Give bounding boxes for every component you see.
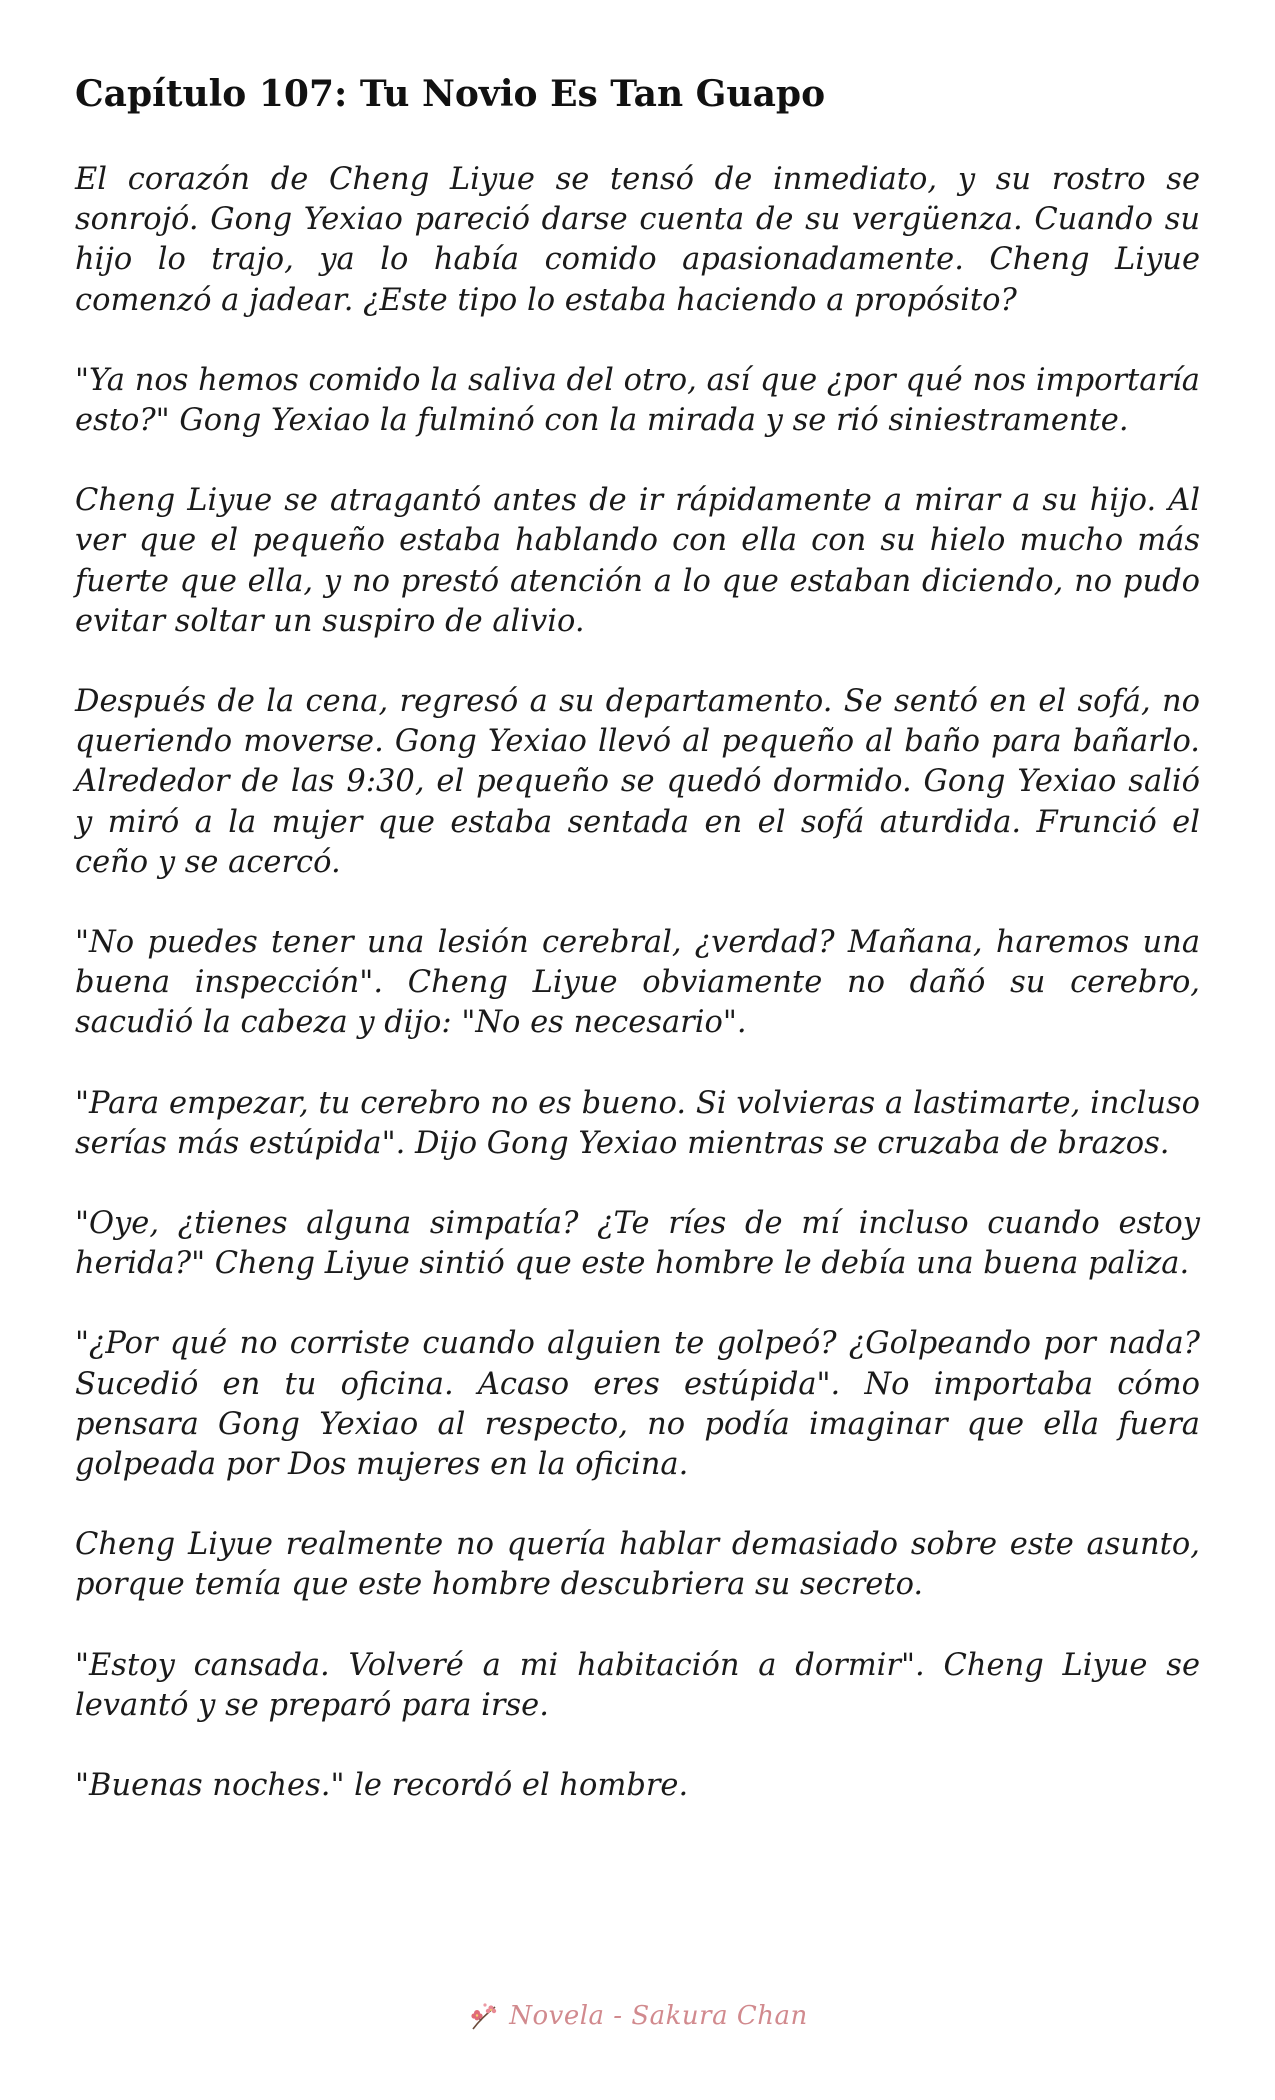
- watermark-text: Novela - Sakura Chan: [509, 2001, 808, 2031]
- paragraph: "¿Por qué no corriste cuando alguien te golpeó? ¿Golpeando por nada? Sucedió en tu oficina. Acaso eres estúpida". No importaba cómo pensara Gong Yexiao al respecto, no podía imaginar que ella fuera golpeada por Dos mujeres en la oficina.: [75, 1326, 1200, 1483]
- paragraph: "Estoy cansada. Volveré a mi habitación a dormir". Cheng Liyue se levantó y se preparó para irse.: [75, 1647, 1200, 1723]
- chapter-content: [75, 72, 1200, 1806]
- paragraph: Cheng Liyue se atragantó antes de ir rápidamente a mirar a su hijo. Al ver que el pequeño estaba hablando con ella con su hielo mucho más fuerte que ella, y no prestó atención a lo que estaban diciendo, no pudo evitar soltar un suspiro de alivio.: [75, 483, 1200, 639]
- chapter-title: Capítulo 107: Tu Novio Es Tan Guapo: [75, 73, 826, 115]
- watermark: [0, 1996, 1275, 2036]
- paragraph: "Para empezar, tu cerebro no es bueno. Si volvieras a lastimarte, incluso serías más estúpida". Dijo Gong Yexiao mientras se cruzaba de brazos.: [75, 1085, 1200, 1161]
- paragraph: "No puedes tener una lesión cerebral, ¿verdad? Mañana, haremos una buena inspección". Cheng Liyue obviamente no dañó su cerebro, sacudió la cabeza y dijo: "No es necesario".: [75, 925, 1200, 1041]
- paragraph: "Oye, ¿tienes alguna simpatía? ¿Te ríes de mí incluso cuando estoy herida?" Cheng Liyue sintió que este hombre le debía una buena paliza.: [75, 1206, 1200, 1282]
- paragraph: El corazón de Cheng Liyue se tensó de inmediato, y su rostro se sonrojó. Gong Yexiao pareció darse cuenta de su vergüenza. Cuando su hijo lo trajo, ya lo había comido apasionadamente. Cheng Liyue comenzó a jadear. ¿Este tipo lo estaba haciendo a propósito?: [75, 162, 1200, 318]
- paragraph: "Buenas noches." le recordó el hombre.: [75, 1768, 689, 1804]
- paragraph: Cheng Liyue realmente no quería hablar demasiado sobre este asunto, porque temía que este hombre descubriera su secreto.: [75, 1527, 1200, 1603]
- sakura-flower-icon: [467, 1999, 501, 2033]
- paragraph: Después de la cena, regresó a su departamento. Se sentó en el sofá, no queriendo moverse. Gong Yexiao llevó al pequeño al baño para bañarlo. Alrededor de las 9:30, el pequeño se quedó dormido. Gong Yexiao salió y miró a la mujer que estaba sentada en el sofá aturdida. Frunció el ceño y se acercó.: [75, 684, 1200, 880]
- paragraph: "Ya nos hemos comido la saliva del otro, así que ¿por qué nos importaría esto?" Gong Yexiao la fulminó con la mirada y se rió siniestramente.: [75, 362, 1200, 439]
